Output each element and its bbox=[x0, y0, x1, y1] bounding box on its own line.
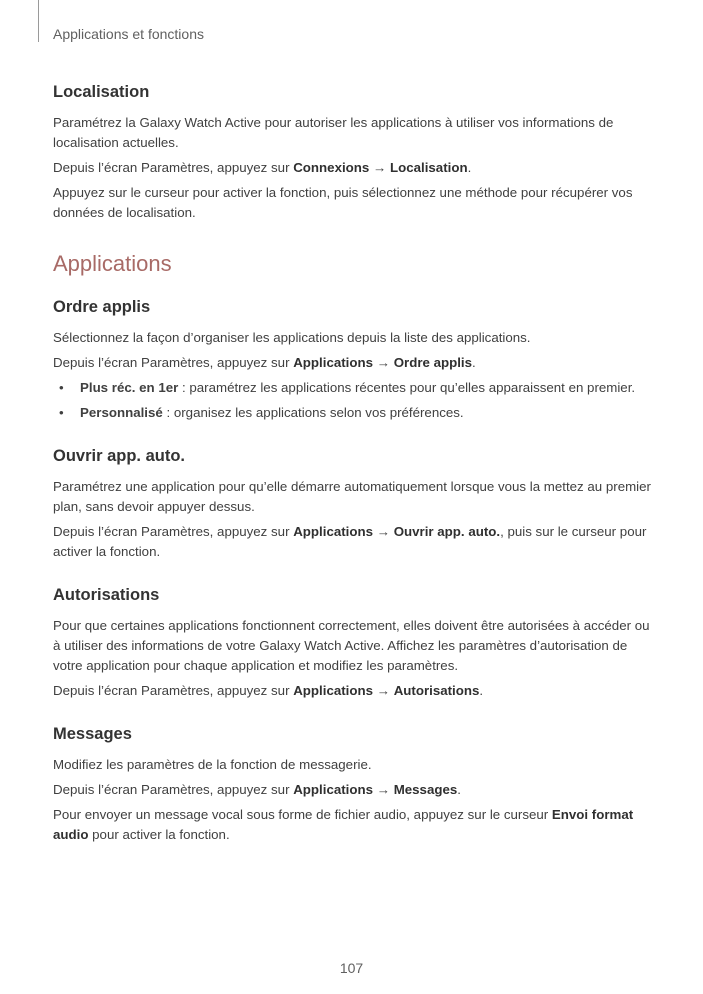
period: . bbox=[457, 782, 461, 797]
autorisations-path bbox=[53, 681, 651, 701]
ouvrir-app-auto-path bbox=[53, 522, 651, 562]
path-step-applications: Applications bbox=[293, 524, 373, 539]
path-step-messages: Messages bbox=[393, 782, 458, 797]
option-description: : paramétrez les applications récentes pour qu’elles apparaissent en premier. bbox=[178, 380, 636, 395]
autorisations-description: Pour que certaines applications fonctionnent correctement, elles doivent être autorisées à accéder ou à utiliser des informations de votre Galaxy Watch Active. Affichez les paramètres d’autorisation de votre application pour chaque application et modifiez les paramètres. bbox=[53, 618, 650, 673]
path-prefix: Depuis l’écran Paramètres, appuyez sur bbox=[53, 524, 294, 539]
list-item bbox=[53, 378, 651, 398]
path-prefix: Depuis l’écran Paramètres, appuyez sur bbox=[53, 355, 294, 370]
path-step-ordre-applis: Ordre applis bbox=[393, 355, 473, 370]
path-step-ouvrir-app-auto: Ouvrir app. auto. bbox=[393, 524, 501, 539]
path-step-connexions: Connexions bbox=[293, 160, 370, 175]
arrow-icon: → bbox=[373, 355, 394, 370]
header-rule bbox=[38, 0, 39, 42]
path-step-applications: Applications bbox=[293, 683, 373, 698]
ordre-applis-description: Sélectionnez la façon d’organiser les applications depuis la liste des applications. bbox=[53, 330, 531, 345]
localisation-instruction: Appuyez sur le curseur pour activer la fonction, puis sélectionnez une méthode pour récupérer vos données de localisation. bbox=[53, 185, 633, 220]
messages-path bbox=[53, 780, 651, 800]
arrow-icon: → bbox=[373, 782, 394, 797]
arrow-icon: → bbox=[373, 683, 394, 698]
ordre-applis-heading: Ordre applis bbox=[53, 298, 151, 316]
ouvrir-app-auto-description: Paramétrez une application pour qu’elle démarre automatiquement lorsque vous la mettez au premier plan, sans devoir appuyer dessus. bbox=[53, 479, 651, 514]
page-number: 107 bbox=[339, 960, 364, 976]
path-suffix: , puis sur le curseur pour activer la fonction. bbox=[53, 524, 647, 559]
path-prefix: Depuis l’écran Paramètres, appuyez sur bbox=[53, 160, 294, 175]
bullet-icon: • bbox=[59, 405, 64, 420]
option-name: Plus réc. en 1er bbox=[80, 380, 179, 395]
localisation-description: Paramétrez la Galaxy Watch Active pour autoriser les applications à utiliser vos informations de localisation actuelles. bbox=[53, 115, 614, 150]
path-prefix: Depuis l’écran Paramètres, appuyez sur bbox=[53, 683, 294, 698]
path-prefix: Depuis l’écran Paramètres, appuyez sur bbox=[53, 782, 294, 797]
option-name: Personnalisé bbox=[80, 405, 163, 420]
messages-audio-instruction bbox=[53, 805, 651, 845]
path-step-applications: Applications bbox=[293, 355, 373, 370]
ordre-applis-path bbox=[53, 353, 651, 373]
arrow-icon: → bbox=[373, 524, 394, 539]
option-description: : organisez les applications selon vos préférences. bbox=[162, 405, 464, 420]
path-step-autorisations: Autorisations bbox=[393, 683, 480, 698]
period: . bbox=[467, 160, 472, 175]
path-step-localisation: Localisation bbox=[389, 160, 468, 175]
ordre-applis-options bbox=[53, 378, 651, 423]
running-header: Applications et fonctions bbox=[53, 26, 204, 42]
path-step-applications: Applications bbox=[293, 782, 373, 797]
ouvrir-app-auto-heading: Ouvrir app. auto. bbox=[53, 447, 186, 465]
instruction-prefix: Pour envoyer un message vocal sous forme de fichier audio, appuyez sur le curseur bbox=[53, 807, 552, 822]
list-item bbox=[53, 403, 651, 423]
arrow-icon: → bbox=[369, 160, 390, 175]
period: . bbox=[472, 355, 476, 370]
instruction-suffix: pour activer la fonction. bbox=[88, 827, 230, 842]
autorisations-heading: Autorisations bbox=[53, 586, 160, 604]
applications-section-title: Applications bbox=[53, 251, 172, 276]
bullet-icon: • bbox=[59, 380, 64, 395]
localisation-path bbox=[53, 158, 651, 178]
setting-envoi-format-audio: Envoi format audio bbox=[53, 807, 634, 842]
localisation-heading: Localisation bbox=[53, 83, 150, 101]
messages-heading: Messages bbox=[53, 725, 132, 743]
page-content bbox=[53, 80, 651, 850]
period: . bbox=[479, 683, 484, 698]
messages-description: Modifiez les paramètres de la fonction de messagerie. bbox=[53, 757, 372, 772]
